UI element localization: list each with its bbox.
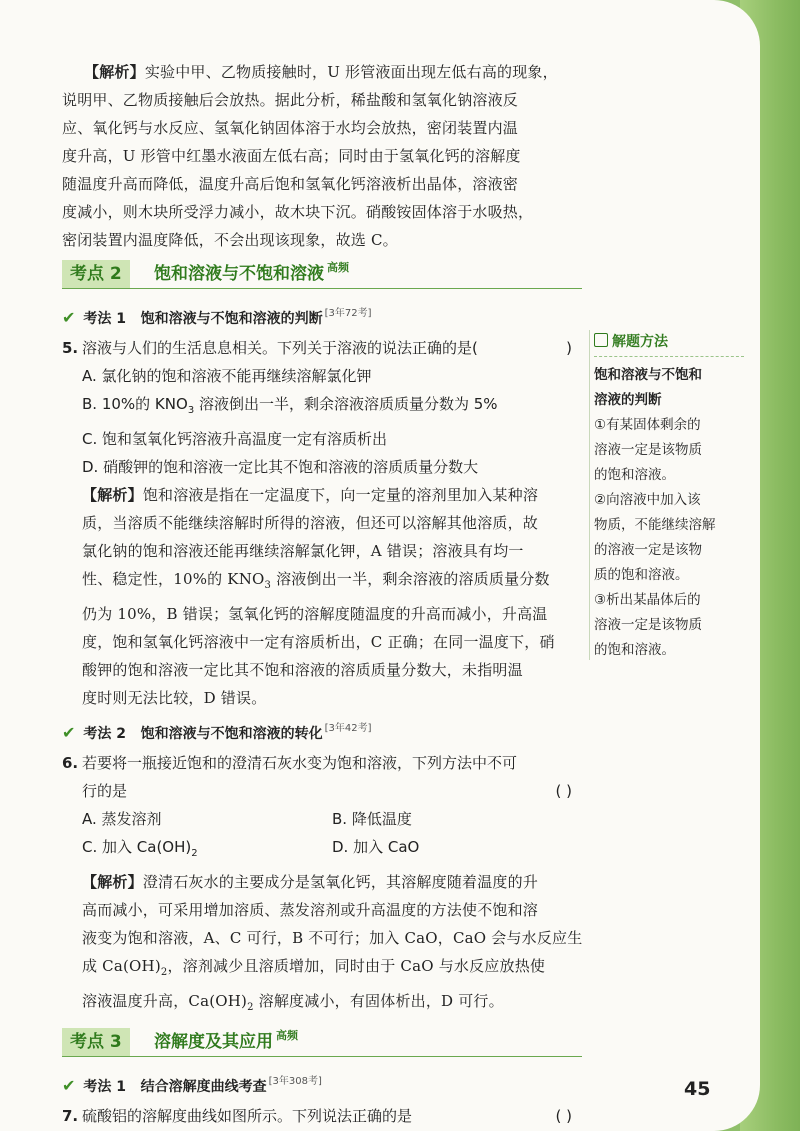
question-5: 5. 溶液与人们的生活息息相关。下列关于溶液的说法正确的是( ) A. 氯化钠的饱和溶液不能再继续溶解氯化钾 B. 10%的 $KNO_3$ 溶液倒出一半，剩余溶液溶质质量分数为 5% C. 饱和氢氧化钙溶液升高温度一定有溶质析出 D. 硝酸钾的饱和溶液一定比其不饱和溶液的溶质质量分数大: [62, 334, 582, 481]
option-c: C. 加入 $Ca(OH)_2$: [82, 838, 198, 859]
page-number: 45: [684, 1078, 711, 1100]
main-column: [62, 58, 582, 1130]
option-b: B. 降低温度: [332, 810, 412, 828]
method-heading: ✔ 考法 1 结合溶解度曲线考查 [3年308考]: [62, 1076, 322, 1095]
method-sidebar: 解题方法 饱和溶液与不饱和 溶液的判断 ①有某固体剩余的 溶液一定是该物质 的饱和溶液。 ②向溶液中加入该 物质，不能继续溶解 的溶液一定是该物 质的饱和溶液。 ③析出某晶体后的 溶液一定是该物质 的饱和溶液。: [594, 330, 744, 663]
frequency-note: [3年308考]: [268, 1076, 322, 1087]
book-icon: [594, 333, 608, 347]
option-c: C. 饱和氢氧化钙溶液升高温度一定有溶质析出: [82, 430, 388, 448]
sidebar-divider: [589, 330, 590, 660]
section-banner: [62, 260, 582, 289]
frequency-badge: 高频: [276, 1029, 298, 1042]
method-heading: ✔ 考法 1 饱和溶液与不饱和溶液的判断 [3年72考]: [62, 308, 372, 327]
section-title: 饱和溶液与不饱和溶液: [154, 264, 324, 284]
check-icon: ✔: [62, 1076, 76, 1095]
section-banner: [62, 1028, 582, 1057]
question-number: 5.: [62, 339, 79, 357]
check-icon: ✔: [62, 308, 76, 327]
option-a: A. 蒸发溶剂: [82, 810, 162, 828]
option-d: D. 加入 CaO: [332, 838, 420, 856]
analysis-tag: 【解析】: [82, 873, 143, 891]
analysis-block: 【解析】饱和溶液是指在一定温度下，向一定量的溶剂里加入某种溶 质，当溶质不能继续溶解时所得的溶液，但还可以溶解其他溶质，故 氯化钠的饱和溶液还能再继续溶解氯化钾，A 错误；溶液具有均一 性、稳定性，10%的 $KNO_3$ 溶液倒出一半，剩余溶液的溶质质量分数 仍为 10%，B 错误；氢氧化钙的溶解度随温度的升高而减小，升高温 度，饱和氢氧化钙溶液中一定有溶质析出，C 正确；在同一温度下，硝 酸钾的饱和溶液一定比其不饱和溶液的溶质质量分数大，未指明温 度时则无法比较，D 错误。: [82, 486, 555, 707]
frequency-badge: 高频: [327, 261, 349, 274]
question-6: 6. 若要将一瓶接近饱和的澄清石灰水变为饱和溶液，下列方法中不可 行的是 ( ) A. 蒸发溶剂 B. 降低温度 C. 加入 $Ca(OH)_2$ D. 加入 CaO: [62, 749, 582, 868]
analysis-tag: 【解析】: [84, 63, 145, 81]
option-d: D. 硝酸钾的饱和溶液一定比其不饱和溶液的溶质质量分数大: [82, 458, 479, 476]
check-icon: ✔: [62, 723, 76, 742]
question-number: 7.: [62, 1107, 79, 1125]
question-number: 6.: [62, 754, 79, 772]
question-7: 7. 硫酸铝的溶解度曲线如图所示。下列说法正确的是 ( ): [62, 1102, 582, 1130]
sidebar-title: 解题方法: [612, 334, 668, 350]
analysis-block: 【解析】澄清石灰水的主要成分是氢氧化钙，其溶解度随着温度的升 高而减小，可采用增加溶质、蒸发溶剂或升高温度的方法使不饱和溶 液变为饱和溶液，A、C 可行，B 不可行；加入 CaO，CaO 会与水反应生 成 $Ca(OH)_2$，溶剂减少且溶质增加，同时由于 CaO 与水反应放热使 溶液温度升高，$Ca(OH)_2$ 溶解度减小，有固体析出，D 可行。: [82, 873, 583, 1013]
frequency-note: [3年42考]: [324, 723, 372, 734]
method-heading: ✔ 考法 2 饱和溶液与不饱和溶液的转化 [3年42考]: [62, 723, 372, 742]
analysis-tag: 【解析】: [82, 486, 143, 504]
section-tag: 考点 3: [62, 1028, 130, 1056]
section-title: 溶解度及其应用: [154, 1032, 273, 1052]
option-b: B. 10%的 $KNO_3$ 溶液倒出一半，剩余溶液溶质质量分数为 5%: [82, 395, 498, 416]
analysis-block: 【解析】实验中甲、乙物质接触时，U 形管液面出现左低右高的现象， 说明甲、乙物质接触后会放热。据此分析，稀盐酸和氢氧化钠溶液反 应、氧化钙与水反应、氢氧化钠固体溶于水均会放热，密闭装置内温 度升高，U 形管中红墨水液面左低右高；同时由于氢氧化钙的溶解度 随温度升高而降低，温度升高后饱和氢氧化钙溶液析出晶体，溶液密 度减小，则木块所受浮力减小，故木块下沉。硝酸铵固体溶于水吸热， 密闭装置内温度降低，不会出现该现象，故选 C。: [62, 63, 558, 249]
option-a: A. 氯化钠的饱和溶液不能再继续溶解氯化钾: [82, 367, 372, 385]
section-tag: 考点 2: [62, 260, 130, 288]
frequency-note: [3年72考]: [324, 308, 372, 319]
